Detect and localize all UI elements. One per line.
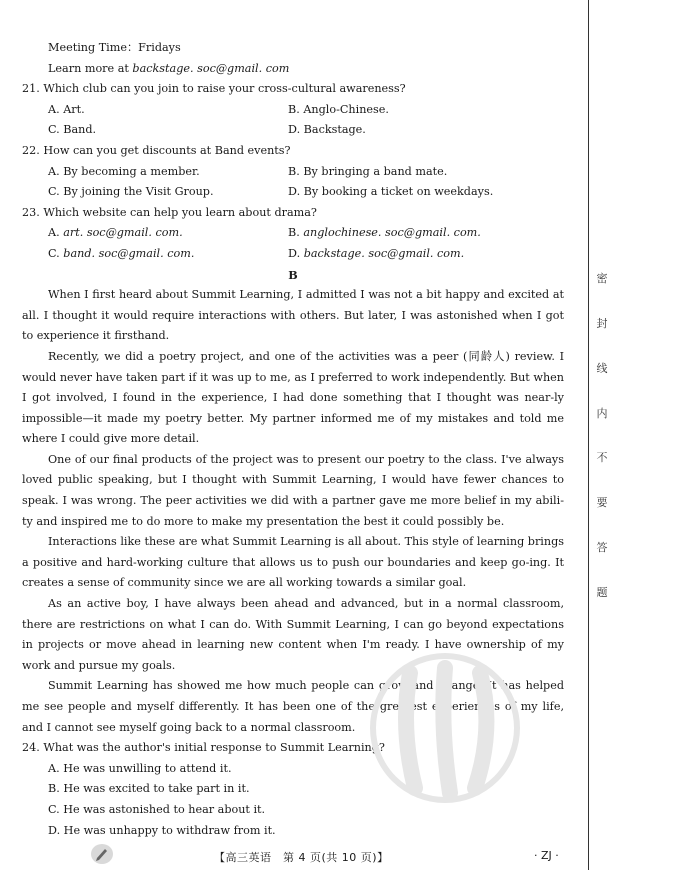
option-22-b: B. By bringing a band mate. bbox=[288, 164, 448, 178]
seal-char: 线 bbox=[596, 361, 608, 375]
question-23-stem: 23. Which website can help you learn about drama? bbox=[22, 205, 317, 219]
option-24-b: B. He was excited to take part in it. bbox=[48, 782, 250, 796]
option-21-d: D. Backstage. bbox=[288, 123, 366, 137]
question-21-stem: 21. Which club can you join to raise your cross-cultural awareness? bbox=[22, 82, 406, 96]
seal-char: 封 bbox=[596, 316, 608, 330]
option-24-c: C. He was astonished to hear about it. bbox=[48, 802, 266, 816]
question-22-options-row-1 bbox=[22, 162, 564, 183]
page-number-label: 【高三英语 第 4 页(共 10 页)】 bbox=[214, 851, 389, 864]
option-22-d: D. By booking a ticket on weekdays. bbox=[288, 185, 494, 199]
seal-char: 题 bbox=[596, 585, 608, 599]
question-23-options-row-1 bbox=[22, 223, 564, 244]
seal-char: 内 bbox=[596, 406, 608, 420]
learn-more-prefix: Learn more at bbox=[48, 61, 133, 75]
passage-b-paragraph-4: Interactions like these are what Summit Learning is all about. This style of learning brings a positive and hard-working culture that allows us to push our boundaries and keep go-ing. It creates a sense of community since we are all working towards a similar goal. bbox=[22, 535, 564, 590]
option-21-a: A. Art. bbox=[48, 102, 85, 116]
option-23-a: A. art. soc@gmail. com. bbox=[48, 226, 183, 240]
question-21-options-row-2 bbox=[22, 120, 564, 141]
question-23-options-row-2 bbox=[22, 244, 564, 265]
question-22-stem: 22. How can you get discounts at Band events? bbox=[22, 143, 291, 157]
option-21-c: C. Band. bbox=[48, 123, 97, 137]
option-22-c: C. By joining the Visit Group. bbox=[48, 185, 214, 199]
learn-more-link: backstage. soc@gmail. com bbox=[132, 61, 290, 75]
option-23-b: B. anglochinese. soc@gmail. com. bbox=[288, 226, 481, 240]
option-24-d: D. He was unhappy to withdraw from it. bbox=[48, 823, 276, 837]
passage-b-paragraph-3: One of our final products of the project was to present our poetry to the class. I've always loved public speaking, but I thought with Summit Learning, I would have fewer chances to speak. I was wrong. The peer activities we did with a partner gave me more belief in my abili-ty and inspired me to do more to make my presentation the best it could possibly be. bbox=[22, 452, 564, 528]
seal-line-text bbox=[592, 270, 612, 600]
page-content bbox=[22, 38, 564, 841]
section-b-title: B bbox=[288, 267, 298, 282]
option-21-b: B. Anglo-Chinese. bbox=[288, 102, 389, 116]
seal-char: 要 bbox=[596, 496, 608, 510]
page-footer bbox=[0, 846, 588, 866]
passage-b-paragraph-5: As an active boy, I have always been ahead and advanced, but in a normal classroom, there are restrictions on what I can do. With Summit Learning, I can go beyond expectations in projects or move ahead in learning new content when I'm ready. I have ownership of my work and pursue my goals. bbox=[22, 597, 564, 672]
binding-line bbox=[588, 0, 589, 870]
seal-char: 密 bbox=[596, 272, 608, 285]
passage-b-paragraph-6: Summit Learning has showed me how much people can grow and change. It has helped me see people and myself differently. It has been one of the greatest experiences of my life, and I cannot see myself going back to a normal classroom. bbox=[22, 679, 564, 734]
passage-b-paragraph-2: Recently, we did a poetry project, and one of the activities was a peer (同龄人) review. I would never have taken part if it was up to me, as I preferred to work independently. But when I got involved, I found in the experience, I had done something that I thought was near-ly impossible—it made my poetry better. My partner informed me of my mistakes and told me where I could give more detail. bbox=[22, 349, 564, 446]
option-22-a: A. By becoming a member. bbox=[48, 164, 200, 178]
option-23-c: C. band. soc@gmail. com. bbox=[48, 246, 195, 260]
option-23-d: D. backstage. soc@gmail. com. bbox=[288, 246, 465, 260]
option-24-a: A. He was unwilling to attend it. bbox=[48, 761, 232, 775]
question-24-stem: 24. What was the author's initial response to Summit Learning? bbox=[22, 741, 385, 755]
question-22-options-row-2 bbox=[22, 182, 564, 203]
exam-code: · ZJ · bbox=[534, 849, 559, 862]
meeting-time: Meeting Time：Fridays bbox=[48, 41, 181, 54]
passage-b-paragraph-1: When I first heard about Summit Learning, I admitted I was not a bit happy and excited at all. I thought it would require interactions with others. But later, I was astonished when I got to experience it firsthand. bbox=[22, 288, 564, 343]
learn-more-line bbox=[22, 59, 564, 80]
question-21-options-row-1 bbox=[22, 100, 564, 121]
seal-char: 不 bbox=[596, 451, 608, 465]
seal-char: 答 bbox=[596, 541, 608, 555]
